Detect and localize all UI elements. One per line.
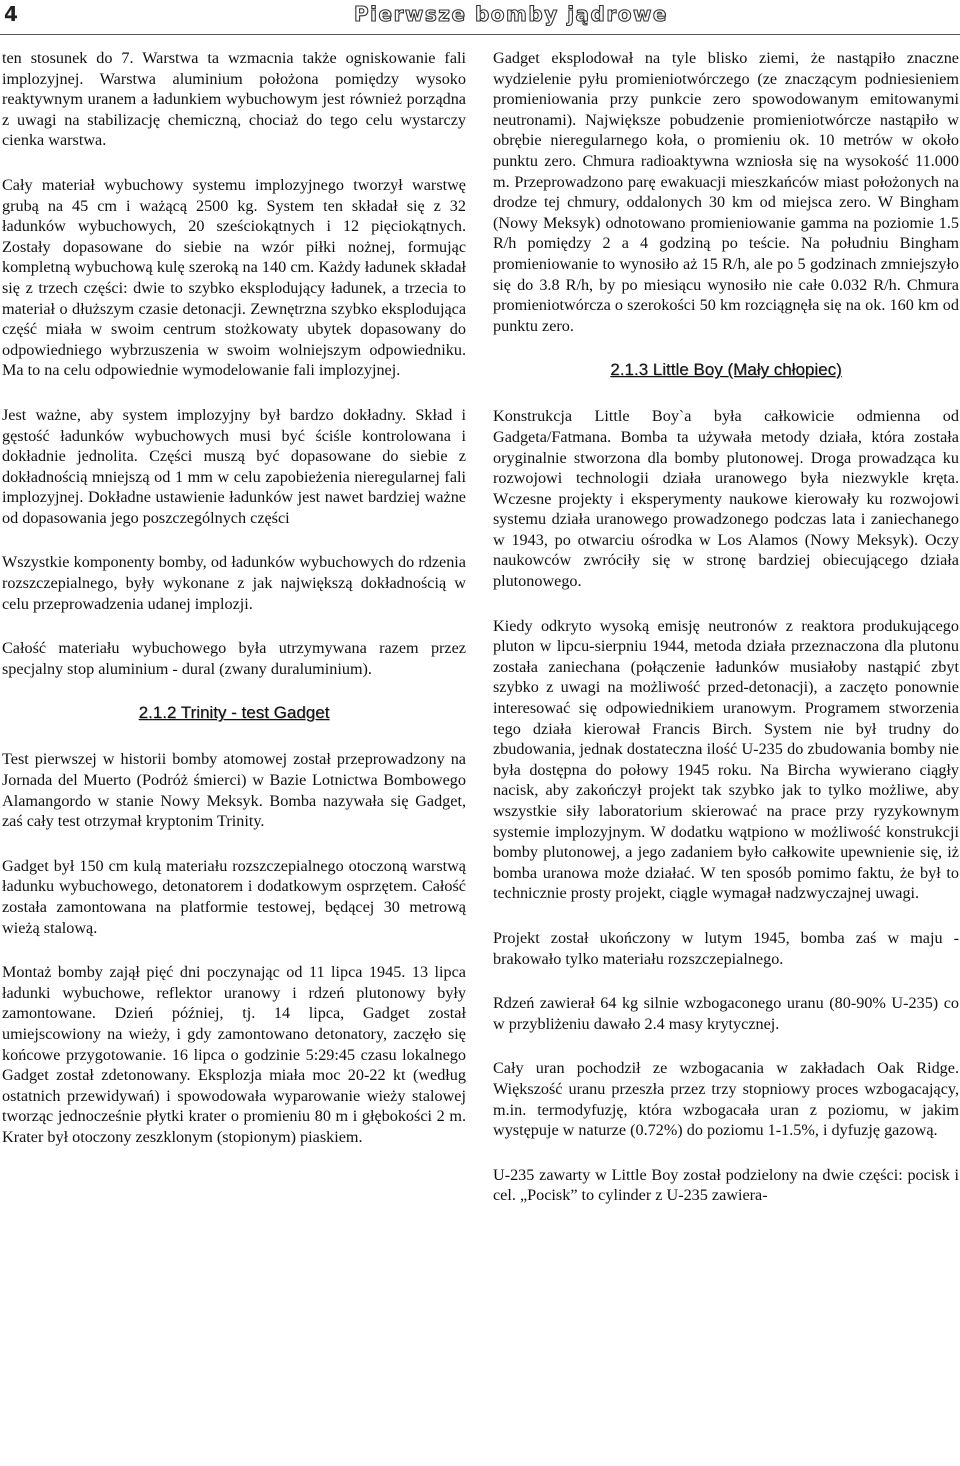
paragraph: Projekt został ukończony w lutym 1945, bomba zaś w maju - brakowało tylko materiału rozszczepialnego. (493, 928, 959, 968)
paragraph: Cały materiał wybuchowy systemu implozyjnego tworzył warstwę grubą na 45 cm i ważącą 2500 kg. System ten składał się z 32 ładunków wybuchowych, 20 sześciokątnych i 12 pięciokątnych. Zostały dopasowane do siebie na wzór piłki nożnej, formując kompletną wybuchową kulę szeroką na 140 cm. Każdy ładunek składał się z trzech części: dwie to szybko eksplodujący ładunek, a trzecia to materiał o dłuższym czasie detonacji. Zewnętrzna szybko eksplodująca część miała w swoim centrum stożkowaty ubytek dopasowany do odpowiedniego wybrzuszenia w swoim wolniejszym odpowiedniku. Ma to na celu odpowiednie wymodelowanie fali implozyjnej. (2, 175, 466, 380)
paragraph: Montaż bomby zajął pięć dni poczynając od 11 lipca 1945. 13 lipca ładunki wybuchowe, reflektor uranowy i rdzeń plutonowy były zamontowane. Dzień później, tj. 14 lipca, Gadget został umiejscowiony na wieży, i gdy zamontowano detonatory, zaczęło się końcowe przygotowanie. 16 lipca o godzinie 5:29:45 czasu lokalnego Gadget został zdetonowany. Eksplozja miała moc 20-22 kt (według ostatnich przewidywań) i spowodowała wyparowanie wieży stalowej tworząc jednocześnie płytki krater o promieniu 80 m i głębokości 2 m. Krater był otoczony zeszklonym (stopionym) piaskiem. (2, 963, 466, 1146)
paragraph: Gadget był 150 cm kulą materiału rozszczepialnego otoczoną warstwą ładunku wybuchowego, detonatorem i dodatkowym osprzętem. Całość została zamontowana na platformie testowej, będącej 30 metrową wieżą stalową. (2, 856, 466, 937)
section-heading-trinity: 2.1.2 Trinity - test Gadget (138, 703, 330, 723)
right-column (493, 48, 959, 1230)
paragraph: Test pierwszej w historii bomby atomowej został przeprowadzony na Jornada del Muerto (Podróż śmierci) w Bazie Lotnictwa Bombowego Alamangordo w stanie Nowy Meksyk. Bomba nazywała się Gadget, zaś cały test otrzymał kryptonim Trinity. (2, 750, 466, 831)
paragraph: ten stosunek do 7. Warstwa ta wzmacnia także ogniskowanie fali implozyjnej. Warstwa aluminium położona pomiędzy wysoko reaktywnym uranem a ładunkiem wybuchowym jest również porządna z uwagi na stabilizację chemiczną, chociaż do tego celu wystarczy cienka warstwa. (2, 49, 466, 150)
paragraph: Wszystkie komponenty bomby, od ładunków wybuchowych do rdzenia rozszczepialnego, były wykonane z jak największą dokładnością w celu przeprowadzenia udanej implozji. (2, 553, 466, 613)
paragraph: Jest ważne, aby system implozyjny był bardzo dokładny. Skład i gęstość ładunków wybuchowych musi być ściśle kontrolowana i dokładnie jednolita. Części muszą być dopasowane do siebie z dokładnością mniejszą od 1 mm w celu zapobieżenia nieregularnej fali implozyjnej. Dokładne ustawienie ładunków jest nawet bardziej ważne od dopasowania jego poszczególnych części (2, 405, 466, 527)
paragraph: Cały uran pochodził ze wzbogacania w zakładach Oak Ridge. Większość uranu przeszła przez trzy stopniowy proces wzbogacający, m.in. termodyfuzję, która wzbogacała uran z poziomu, w jakim występuje w naturze (0.72%) do poziomu 1-1.5%, i dyfuzję gazową. (493, 1059, 959, 1140)
paragraph: Kiedy odkryto wysoką emisję neutronów z reaktora produkującego pluton w lipcu-sierpniu 1944, metoda działa przeznaczona dla plutonu została zaniechana (połączenie ładunków musiałoby nastąpić zbyt szybko z uwagi na możliwość przed-detonacji), a zaczęto ponownie interesować się odpowiednikiem uranowym. Programem stworzenia tego działa kierował Francis Birch. System nie był trudny do zbudowania, jednak dostateczna ilość U-235 do zbudowania bomby nie była dostępna do połowy 1945 roku. Na Bircha wywierano ciągły nacisk, aby zakończył projekt tak szybko jak to tylko możliwe, aby wszystkie siły laboratorium skierować na prace przy ryzykownym systemie implozyjnym. W dodatku wątpiono w możliwość konstrukcji bomby plutonowej, a jego zadaniem było całkowite upewnienie się, iż bomba uranowa może działać. W ten sposób pomimo faktu, że był to technicznie prosty projekt, ciągle wymagał nadzwyczajnej uwagi. (493, 616, 959, 903)
header-rule (0, 34, 960, 35)
paragraph: Gadget eksplodował na tyle blisko ziemi, że nastąpiło znaczne wydzielenie pyłu promieniotwórczego (ze znaczącym podniesieniem promieniowania przy punkcie zero spowodowanym emitowanymi neutronami). Największe pobudzenie promieniotwórcze nastąpiło w obrębie nieregularnego koła, o promieniu ok. 10 metrów w około punktu zero. Chmura radioaktywna wzniosła się na wysokość 11.000 m. Przeprowadzono parę ewakuacji mieszkańców miast położonych na drodze tej chmury, oddalonych 30 km od miejsca zero. W Bingham (Nowy Meksyk) odnotowano promieniowanie gamma na poziomie 1.5 R/h pomiędzy 2 a 4 godziną po teście. Na południu Bingham promieniowanie to wynosiło aż 15 R/h, ale po 5 godzinach zmniejszyło się do 3.8 R/h, by po miesiącu wynosiło nie całe 0.032 R/h. Chmura promieniotwórcza o szerokości 50 km rozciągnęła się na ok. 160 km od punktu zero. (493, 49, 959, 335)
running-title: Pierwsze bomby jądrowe (353, 2, 668, 26)
section-heading-little-boy: 2.1.3 Little Boy (Mały chłopiec) (610, 360, 842, 380)
left-column (2, 48, 466, 1172)
paragraph: U-235 zawarty w Little Boy został podzielony na dwie części: pocisk i cel. „Pocisk” to cylinder z U-235 zawiera- (493, 1165, 959, 1205)
paragraph: Całość materiału wybuchowego była utrzymywana razem przez specjalny stop aluminium - dural (zwany duraluminium). (2, 639, 466, 678)
page-number: 4 (4, 2, 18, 26)
paragraph: Konstrukcja Little Boy`a była całkowicie odmienna od Gadgeta/Fatmana. Bomba ta używała metody działa, która została oryginalnie stworzona dla bomby plutonowej. Droga prowadząca ku rozwojowi technologii działa uranowego była niezwykle kręta. Wczesne projekty i eksperymenty naukowe kierowały ku rozwojowi systemu działa uranowego prowadzonego podczas lata i zaniechanego w 1943, po otwarciu ośrodka w Los Alamos (Nowy Meksyk). Oczy naukowców zwróciły się w stronę bardziej obiecującego działa plutonowego. (493, 407, 959, 591)
page-header (0, 0, 960, 36)
paragraph: Rdzeń zawierał 64 kg silnie wzbogaconego uranu (80-90% U-235) co w przybliżeniu dawało 2.4 masy krytycznej. (493, 994, 959, 1033)
